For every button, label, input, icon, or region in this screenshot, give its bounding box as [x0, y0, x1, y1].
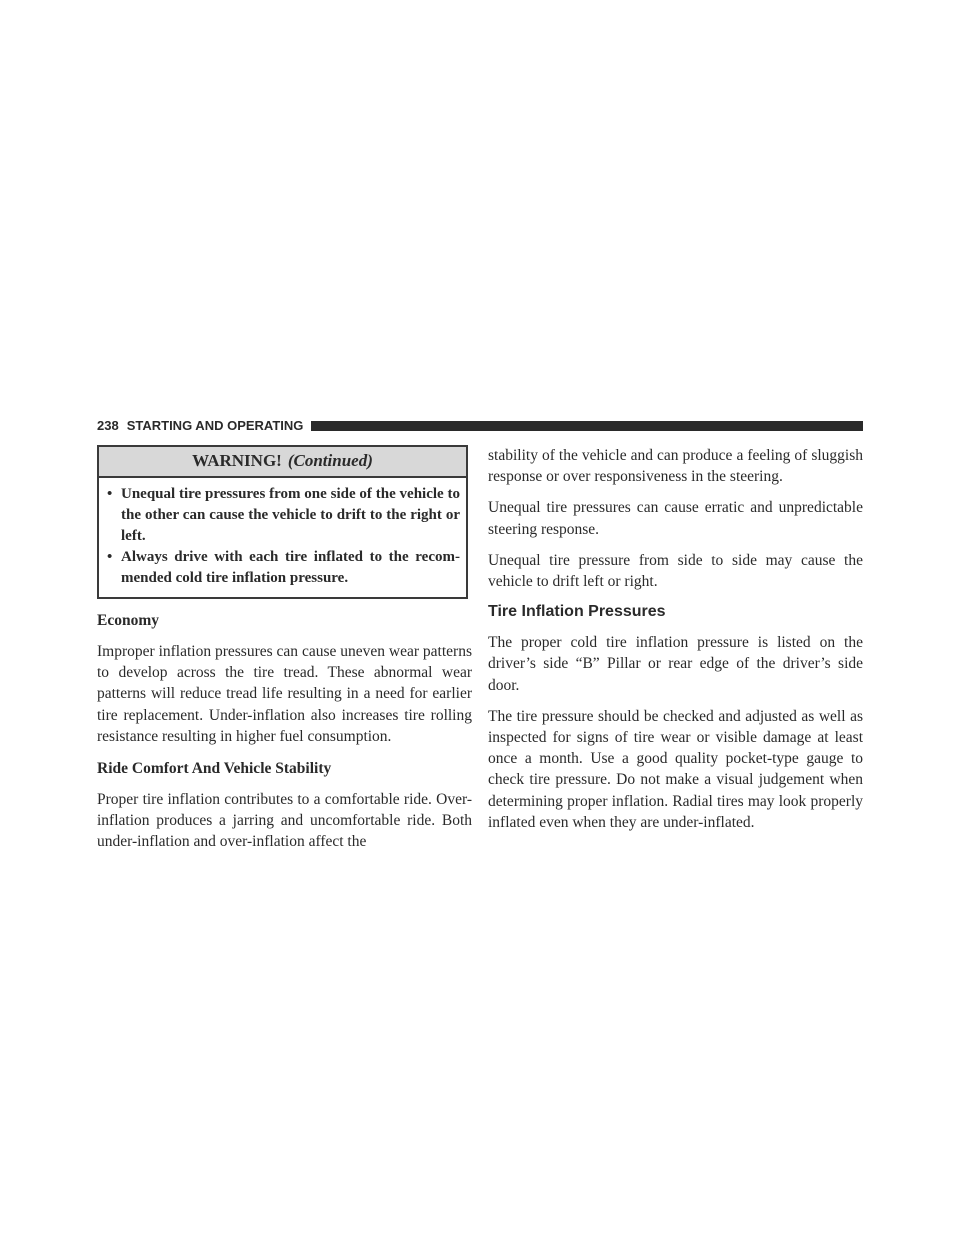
section-title: STARTING AND OPERATING: [126, 418, 304, 433]
warning-bullet-text: Always drive with each tire inflated to the recommended cold tire inflation pressure.: [121, 549, 460, 586]
ride-comfort-paragraph: Proper tire inflation contributes to a comfortable ride. Over-inflation produces a jarring and uncomfortable ride. Both under-inflation and over-inflation affect the: [97, 791, 472, 851]
warning-continued: (Continued): [287, 451, 373, 470]
drift-paragraph: Unequal tire pressure from side to side may cause the vehicle to drift left or right.: [488, 551, 863, 591]
warning-list: [99, 478, 466, 597]
warning-label: WARNING!: [192, 451, 282, 470]
placard-paragraph: The proper cold tire inflation pressure is listed on the driver’s side “B” Pillar or rear edge of the driver’s side door.: [488, 634, 863, 694]
stability-paragraph: stability of the vehicle and can produce a feeling of sluggish response or over responsiveness in the steering.: [488, 447, 863, 486]
economy-paragraph: Improper inflation pressures can cause uneven wear patterns to develop across the tire tread. These abnormal wear patterns will reduce tread life resulting in a need for earlier tire replacement. Under-inflation also increases tire rolling resistance resulting in higher fuel consumption.: [97, 643, 472, 745]
tire-inflation-heading: Tire Inflation Pressures: [488, 603, 666, 621]
bullet-icon: •: [107, 486, 113, 502]
bullet-icon: •: [107, 549, 113, 565]
right-column: [488, 445, 863, 843]
checking-paragraph: The tire pressure should be checked and adjusted as well as inspected for signs of tire wear or visible damage at least once a month. Use a good quality pocket-type gauge to check tire pressure. Do not make a visual judgement when determining proper inflation. Radial tires may look properly inflated even when they are under-inflated.: [488, 707, 863, 831]
left-column: [97, 445, 472, 863]
erratic-paragraph: Unequal tire pressures can cause erratic and unpredictable steering response.: [488, 499, 863, 538]
page-number: 238: [97, 418, 119, 433]
header-rule: [311, 421, 863, 431]
warning-bullet-text: Unequal tire pressures from one side of the vehicle to the other can cause the vehicle to drift to the right or left.: [121, 486, 460, 544]
warning-box: [97, 445, 468, 599]
economy-heading: Economy: [97, 612, 159, 629]
page-header: [97, 418, 863, 434]
warning-title: [99, 447, 466, 478]
warning-bullet: [107, 484, 460, 547]
warning-bullet: [107, 547, 460, 589]
ride-comfort-heading: Ride Comfort And Vehicle Stability: [97, 760, 332, 778]
